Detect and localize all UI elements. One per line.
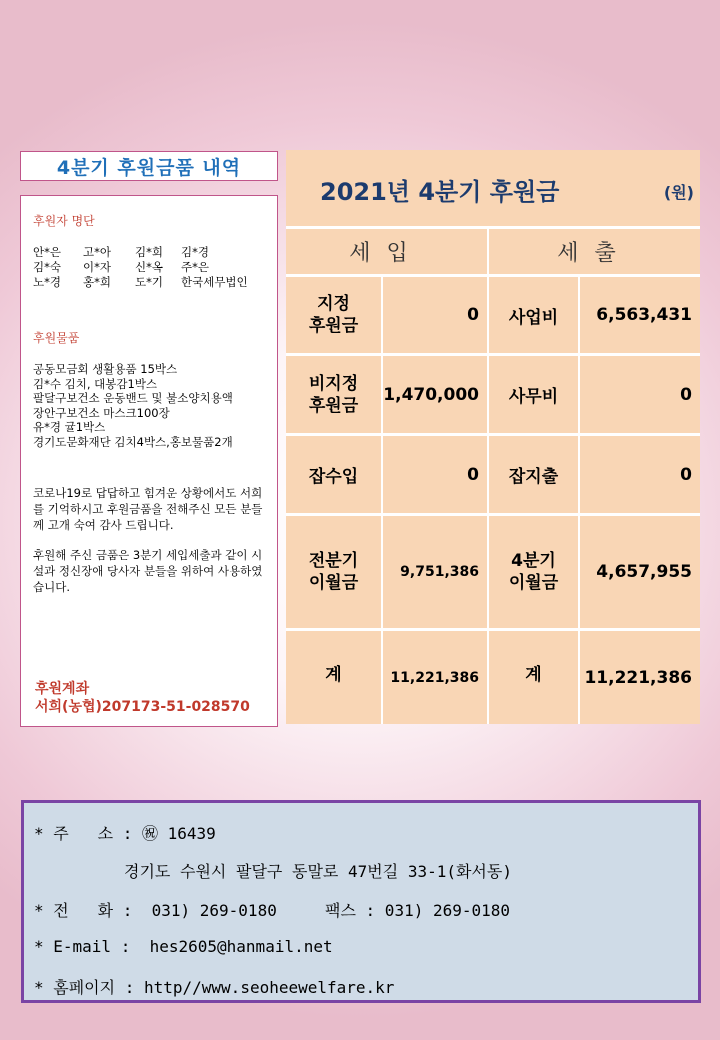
homepage-line: * 홈페이지 : http//www.seoheewelfare.kr [34, 978, 395, 997]
income-label: 지정 후원금 [308, 294, 359, 336]
expense-value: 4,657,955 [596, 562, 692, 582]
income-total-value: 11,221,386 [390, 669, 479, 686]
address-detail: 경기도 수원시 팔달구 동말로 47번길 33-1(화서동) [124, 862, 512, 881]
list-item: 장안구보건소 마스크100장 [33, 405, 170, 420]
donor-name: 김*희 [135, 245, 163, 259]
donor-name: 안*은 [33, 245, 61, 259]
contact-info-box [21, 800, 701, 1003]
expense-value: 0 [680, 384, 692, 405]
list-item: 경기도문화재단 김치4박스,홍보물품2개 [33, 434, 233, 449]
expense-total-label: 계 [525, 665, 542, 685]
donor-name: 김*숙 [33, 260, 61, 274]
items-label: 후원물품 [33, 331, 80, 345]
donor-name: 주*은 [181, 260, 209, 274]
donor-name: 신*옥 [135, 260, 163, 274]
list-item: 김*수 김치, 대봉감1박스 [33, 376, 158, 391]
donor-name: 고*아 [83, 245, 111, 259]
income-header: 세입 [349, 241, 424, 266]
income-label: 전분기 이월금 [308, 551, 359, 593]
list-item: 유*경 귤1박스 [33, 420, 106, 434]
income-value: 0 [467, 464, 479, 485]
donation-table [286, 150, 700, 724]
donated-items-list [33, 362, 267, 449]
income-total-label: 계 [325, 665, 342, 685]
usage-message: 후원해 주신 금품은 3분기 세입세출과 같이 시설과 정신장애 당사자 분들을 위하여 사용하였습니다. [33, 548, 263, 594]
income-value: 0 [467, 305, 479, 325]
expense-value: 0 [680, 464, 692, 485]
account-label: 후원계좌 [35, 681, 90, 697]
donor-name: 노*경 [33, 275, 61, 289]
table-title: 2021년 4분기 후원금 [320, 178, 560, 206]
donor-name: 한국세무법인 [181, 275, 248, 289]
income-label: 비지정 후원금 [308, 373, 359, 416]
list-item: 공동모금회 생활용품 15박스 [33, 362, 178, 376]
expense-label: 사무비 [508, 387, 559, 407]
donor-name: 홍*희 [83, 275, 111, 289]
expense-header: 세출 [557, 241, 632, 266]
expense-label: 잡지출 [508, 467, 559, 487]
income-label: 잡수입 [308, 467, 359, 487]
donation-summary-title: 4분기 후원금품 내역 [20, 151, 278, 181]
table-title-row [286, 150, 700, 226]
donors-label: 후원자 명단 [33, 214, 95, 228]
donation-account [35, 680, 250, 716]
list-item: 팔달구보건소 운동밴드 및 불소양치용액 [33, 391, 233, 405]
email-line: * E-mail : hes2605@hanmail.net [34, 937, 333, 956]
donor-name: 김*경 [181, 245, 209, 259]
income-value: 9,751,386 [400, 564, 479, 580]
expense-total-value: 11,221,386 [584, 667, 692, 688]
address-line: * 주 소 : ㊗ 16439 [34, 824, 216, 843]
unit-label: (원) [663, 183, 694, 202]
expense-label: 사업비 [508, 307, 559, 328]
expense-label: 4분기 이월금 [508, 551, 559, 593]
donor-name: 도*기 [135, 275, 163, 289]
account-number: 서희(농협)207173-51-028570 [35, 699, 250, 715]
phone-fax-line: * 전 화 : 031) 269-0180 팩스 : 031) 269-0180 [34, 901, 511, 920]
thank-you-message: 코로나19로 답답하고 힘겨운 상황에서도 서희를 기억하시고 후원금품을 전해주신 모든 분들께 고개 숙여 감사 드립니다. [33, 486, 263, 532]
income-value: 1,470,000 [383, 384, 479, 405]
expense-value: 6,563,431 [596, 305, 692, 325]
donation-details-panel [20, 195, 278, 727]
donor-list [33, 245, 267, 289]
donor-name: 이*자 [83, 260, 111, 274]
